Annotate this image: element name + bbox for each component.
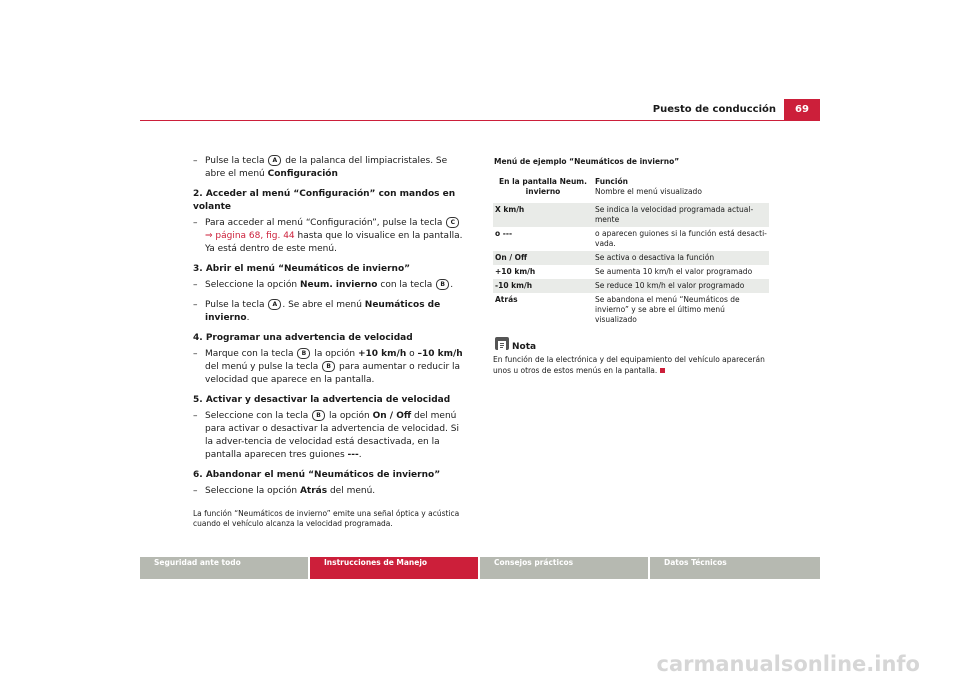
step-7: – Seleccione la opción Atrás del menú. <box>193 486 376 496</box>
heading-4: 4. Programar una advertencia de velocidad <box>193 333 413 343</box>
end-mark-icon <box>660 368 665 373</box>
key-b-icon: B <box>297 348 310 359</box>
step-2: – Para acceder al menú “Configuración”, pulse la tecla C ⇒ página 68, fig. 44 hasta que lo visualice en la pantalla. Ya está dentro de este menú. <box>193 218 463 254</box>
section-title: Puesto de conducción <box>652 104 776 115</box>
heading-2: 2. Acceder al menú “Configuración” con mandos en volante <box>193 189 456 212</box>
heading-6: 6. Abandonar el menú “Neumáticos de invierno” <box>193 470 441 480</box>
table-row: -10 km/h Se reduce 10 km/h el valor programado <box>493 279 769 293</box>
step-5: – Marque con la tecla B la opción +10 km/h o –10 km/h del menú y pulse la tecla B para aumentar o reducir la velocidad que aparece en la pantalla. <box>193 349 463 385</box>
tab-instrucciones[interactable]: Instrucciones de Manejo <box>310 557 478 579</box>
table-row: o --- o aparecen guiones si la función está desacti-vada. <box>495 229 767 248</box>
key-a-icon: A <box>268 155 281 166</box>
step-3: – Seleccione la opción Neum. invierno con la tecla B . <box>193 280 454 290</box>
table-row: +10 km/h Se aumenta 10 km/h el valor programado <box>495 267 753 276</box>
heading-3: 3. Abrir el menú “Neumáticos de invierno” <box>193 264 411 274</box>
table-header <box>493 172 769 203</box>
note-text: En función de la electrónica y del equipamiento del vehículo aparecerán unos u otros de estos menús en la pantalla. <box>493 355 765 375</box>
key-b-icon: B <box>322 361 335 372</box>
table-row: Atrás Se abandona el menú “Neumáticos de invierno” y se abre el último menú visualizado <box>495 295 740 324</box>
note-icon <box>495 337 509 350</box>
key-a-icon: A <box>268 299 281 310</box>
menu-table <box>493 172 769 327</box>
header-function: Función Nombre el menú visualizado <box>595 177 702 196</box>
page-number: 69 <box>784 99 820 120</box>
header-rule <box>140 120 820 121</box>
table-title: Menú de ejemplo “Neumáticos de invierno” <box>494 157 680 166</box>
tab-consejos[interactable]: Consejos prácticos <box>480 557 648 579</box>
page-link[interactable]: ⇒ página 68, fig. 44 <box>205 231 295 241</box>
header-screen: En la pantalla Neum. invierno <box>499 177 587 196</box>
key-b-icon: B <box>436 279 449 290</box>
step-6: – Seleccione con la tecla B la opción On / Off del menú para activar o desactivar la advertencia de velocidad. Si la adver-tencia de velocidad está desactivada, en la pantalla aparecen tres guiones ---. <box>193 411 459 460</box>
table-row: X km/h Se indica la velocidad programada actual-mente <box>493 203 769 227</box>
step-4: – Pulse la tecla A . Se abre el menú Neumáticos de invierno. <box>193 300 441 323</box>
heading-5: 5. Activar y desactivar la advertencia de velocidad <box>193 395 451 405</box>
watermark: carmanualsonline.info <box>656 652 920 676</box>
function-note: La función “Neumáticos de invierno” emite una señal óptica y acústica cuando el vehículo alcanza la velocidad programada. <box>193 509 460 528</box>
left-column <box>193 155 465 529</box>
note-title: Nota <box>512 342 537 352</box>
tab-datos[interactable]: Datos Técnicos <box>650 557 820 579</box>
key-c-icon: C <box>446 217 459 228</box>
tab-seguridad[interactable]: Seguridad ante todo <box>140 557 308 579</box>
table-row: On / Off Se activa o desactiva la función <box>493 251 769 265</box>
step-1: – Pulse la tecla A de la palanca del limpiacristales. Se abre el menú Configuración <box>193 156 448 179</box>
key-b-icon: B <box>312 410 325 421</box>
